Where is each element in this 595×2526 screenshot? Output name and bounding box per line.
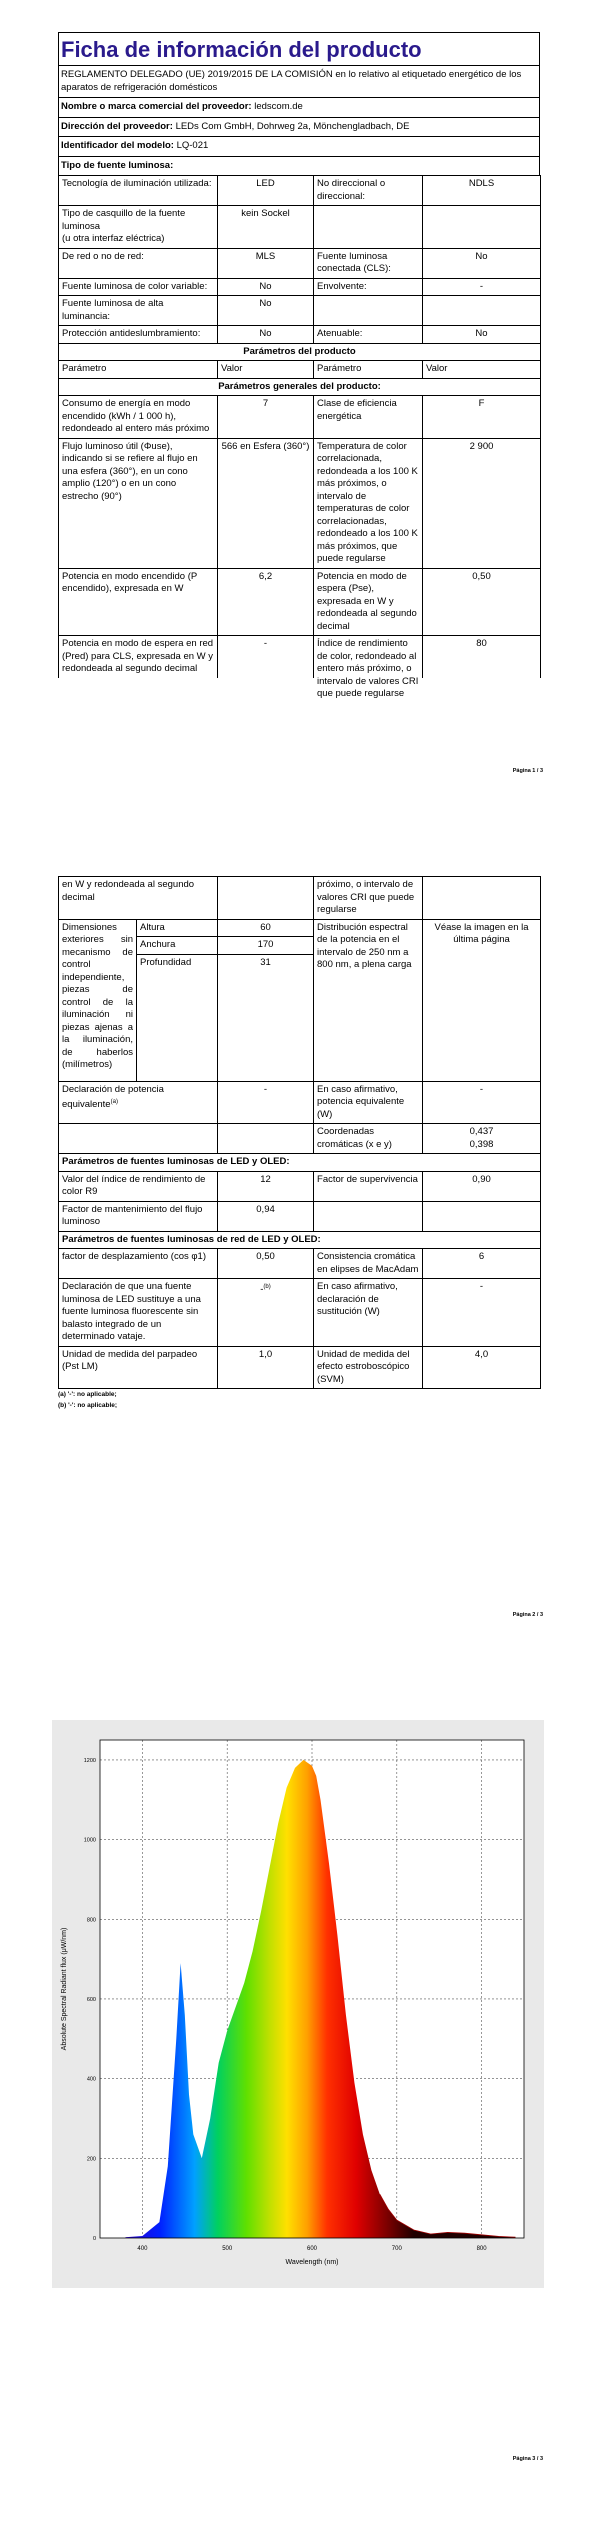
- regulation-text: REGLAMENTO DELEGADO (UE) 2019/2015 DE LA COMISIÓN en lo relativo al etiquetado energético de los aparatos de refrigeración domésticos: [58, 65, 540, 97]
- param-label: Atenuable:: [314, 326, 423, 344]
- param-label: en W y redondeada al segundo decimal: [59, 877, 218, 920]
- table-row: [59, 396, 541, 439]
- x-axis-label: Wavelength (nm): [285, 2259, 339, 2266]
- x-tick-label: 400: [137, 2246, 148, 2252]
- param-label: En caso afirmativo, potencia equivalente (W): [314, 1081, 423, 1124]
- table-row: [59, 248, 541, 278]
- param-value: 0,437 0,398: [423, 1124, 541, 1154]
- param-label: Valor del índice de rendimiento de color R9: [59, 1171, 218, 1201]
- param-value: No: [423, 326, 541, 344]
- x-tick-label: 700: [391, 2246, 402, 2252]
- param-label: Unidad de medida del efecto estroboscópico (SVM): [314, 1346, 423, 1389]
- param-value: [218, 877, 314, 920]
- footnote: (b) '-': no aplicable;: [58, 1402, 118, 1409]
- param-value: LED: [218, 176, 314, 206]
- table-row: [59, 568, 541, 636]
- param-label: [314, 206, 423, 249]
- param-value: 4,0: [423, 1346, 541, 1389]
- table-row: [59, 877, 541, 920]
- y-tick-label: 400: [86, 2076, 96, 2083]
- x-tick-label: 800: [476, 2246, 487, 2252]
- param-label: Potencia en modo de espera en red (Pred) para CLS, expresada en W y redondeada al segundo decimal: [59, 636, 218, 679]
- param-value: 6: [423, 1249, 541, 1279]
- param-label: factor de desplazamiento (cos φ1): [59, 1249, 218, 1279]
- param-value: -: [423, 1081, 541, 1124]
- empty-cell: [218, 1124, 314, 1154]
- param-value: [423, 296, 541, 326]
- param-label: Potencia en modo encendido (P encendido), expresada en W: [59, 568, 218, 636]
- y-tick-label: 1200: [83, 1757, 96, 1764]
- param-value: No: [218, 278, 314, 296]
- param-value: 6,2: [218, 568, 314, 636]
- param-value: No: [218, 326, 314, 344]
- table-row: [59, 1249, 541, 1279]
- param-label: Índice de rendimiento de color, redondeado al entero más próximo, o intervalo de valores CRI que puede regularse: [314, 636, 423, 679]
- table-row: [59, 1171, 541, 1201]
- section-header: [59, 343, 541, 361]
- model-id-row: [58, 136, 540, 156]
- table-row: [59, 1081, 541, 1124]
- param-value: 80: [423, 636, 541, 679]
- table-row: [59, 326, 541, 344]
- source-type-table: [58, 175, 541, 699]
- param-value: -$^{(b)}$: [218, 1279, 314, 1347]
- y-tick-label: 1000: [83, 1837, 96, 1844]
- param-value: 12: [218, 1171, 314, 1201]
- param-label: Fuente luminosa conectada (CLS):: [314, 248, 423, 278]
- supplier-address-value: LEDs Com GmbH, Dohrweg 2a, Mönchengladbach, DE: [175, 120, 410, 132]
- param-label: Factor de mantenimiento del flujo luminoso: [59, 1201, 218, 1231]
- supplier-address-label: Dirección del proveedor:: [61, 120, 173, 132]
- param-label: Protección antideslumbramiento:: [59, 326, 218, 344]
- y-tick-label: 600: [86, 1996, 96, 2003]
- dim-value: 60: [218, 919, 314, 937]
- empty-cell: [314, 1201, 423, 1231]
- param-value: kein Sockel: [218, 206, 314, 249]
- param-value: -: [218, 1081, 314, 1124]
- param-value: 0,94: [218, 1201, 314, 1231]
- param-label: Temperatura de color correlacionada, redondeada a los 100 K más próximos, o intervalo de temperaturas de color correlacionadas, redondeado a los 100 K más próximos, que puede regularse: [314, 438, 423, 568]
- table-row: [59, 1346, 541, 1389]
- empty-cell: [59, 1124, 218, 1154]
- param-label: próximo, o intervalo de valores CRI que puede regularse: [314, 877, 423, 920]
- param-value: NDLS: [423, 176, 541, 206]
- param-value: 7: [218, 396, 314, 439]
- param-value: 0,50: [423, 568, 541, 636]
- param-label: Unidad de medida del parpadeo (Pst LM): [59, 1346, 218, 1389]
- column-headers: [59, 361, 541, 379]
- param-label: Clase de eficiencia energética: [314, 396, 423, 439]
- section-header: [59, 378, 541, 396]
- source-type-label: Tipo de fuente luminosa:: [58, 156, 540, 176]
- ledoled-header: Parámetros de fuentes luminosas de LED y OLED:: [59, 1154, 541, 1172]
- param-value: -: [218, 636, 314, 679]
- params-table-cont: [58, 876, 541, 1389]
- y-tick-label: 0: [92, 2236, 96, 2242]
- empty-cell: [423, 1201, 541, 1231]
- param-label: De red o no de red:: [59, 248, 218, 278]
- param-value: [423, 206, 541, 249]
- param-label: En caso afirmativo, declaración de sustitución (W): [314, 1279, 423, 1347]
- param-label: Fuente luminosa de color variable:: [59, 278, 218, 296]
- table-row: [59, 278, 541, 296]
- param-value: No: [423, 248, 541, 278]
- table-row: [59, 206, 541, 249]
- page-1: [58, 32, 540, 699]
- spectrum-svg: [52, 1720, 544, 2288]
- param-label: Envolvente:: [314, 278, 423, 296]
- param-label: Factor de supervivencia: [314, 1171, 423, 1201]
- param-value: Véase la imagen en la última página: [423, 919, 541, 1081]
- param-label: Consumo de energía en modo encendido (kWh / 1 000 h), redondeado al entero más próximo: [59, 396, 218, 439]
- page-2: [58, 876, 540, 1411]
- dim-label: Altura: [137, 919, 218, 937]
- param-label: Dimensiones exteriores sin mecanismo de control independiente, piezas de control de la iluminación ni piezas ajenas a la iluminación, de haberlos (milímetros): [59, 919, 137, 1081]
- table-row: [59, 438, 541, 568]
- table-row: [59, 1124, 541, 1154]
- table-row: [59, 296, 541, 326]
- col-header-value2: Valor: [423, 361, 541, 379]
- param-value: -: [423, 278, 541, 296]
- param-label: Flujo luminoso útil (Φuse), indicando si se refiere al flujo en una esfera (360°), en un cono amplio (120°) o en un cono estrecho (90°): [59, 438, 218, 568]
- table-row: [59, 176, 541, 206]
- col-header-param: Parámetro: [59, 361, 218, 379]
- model-id-value: LQ-021: [176, 140, 209, 151]
- supplier-name-row: [58, 97, 540, 117]
- section-header: [59, 1154, 541, 1172]
- param-label: Coordenadas cromáticas (x e y): [314, 1124, 423, 1154]
- param-value: [423, 877, 541, 920]
- param-label: Tecnología de iluminación utilizada:: [59, 176, 218, 206]
- param-label: Declaración de que una fuente luminosa de LED sustituye a una fuente luminosa fluorescente sin balasto integrado de un determinado vataje.: [59, 1279, 218, 1347]
- table-row: [59, 1201, 541, 1231]
- table-row: [59, 919, 541, 937]
- param-label: Distribución espectral de la potencia en el intervalo de 250 nm a 800 nm, a plena carga: [314, 919, 423, 1081]
- supplier-name-label: Nombre o marca comercial del proveedor:: [61, 101, 252, 112]
- section-header: [59, 1231, 541, 1249]
- page-number: Página 1 / 3: [512, 768, 543, 774]
- param-value: -: [423, 1279, 541, 1347]
- param-label: [314, 296, 423, 326]
- general-header: Parámetros generales del producto:: [59, 378, 541, 396]
- page-number: Página 3 / 3: [512, 2456, 543, 2462]
- param-value: No: [218, 296, 314, 326]
- page-title: Ficha de información del producto: [58, 32, 540, 65]
- y-tick-label: 200: [86, 2156, 96, 2163]
- dim-label: Profundidad: [137, 954, 218, 1081]
- param-label: No direccional o direccional:: [314, 176, 423, 206]
- param-label: Fuente luminosa de alta luminancia:: [59, 296, 218, 326]
- params-header: Parámetros del producto: [59, 343, 541, 361]
- param-value: 1,0: [218, 1346, 314, 1389]
- x-tick-label: 600: [306, 2246, 318, 2252]
- model-id-label: Identificador del modelo:: [61, 140, 174, 151]
- param-value: F: [423, 396, 541, 439]
- param-label: Consistencia cromática en elipses de MacAdam: [314, 1249, 423, 1279]
- param-value: 0,50: [218, 1249, 314, 1279]
- param-label: Tipo de casquillo de la fuente luminosa (u otra interfaz eléctrica): [59, 206, 218, 249]
- spectrum-chart: [52, 1720, 544, 2288]
- y-axis-label: Absolute Spectral Radiant flux (μW/nm): [61, 1927, 68, 2051]
- dim-label: Anchura: [137, 937, 218, 955]
- footnote: (a) '-': no aplicable;: [58, 1391, 117, 1398]
- param-value: 566 en Esfera (360°): [218, 438, 314, 568]
- param-label: Potencia en modo de espera (Pse), expresada en W y redondeada al segundo decimal: [314, 568, 423, 636]
- table-row: [59, 1279, 541, 1347]
- param-value: MLS: [218, 248, 314, 278]
- dim-value: 31: [218, 954, 314, 1081]
- supplier-address-row: [58, 117, 540, 137]
- col-header-param2: Parámetro: [314, 361, 423, 379]
- page-number: Página 2 / 3: [512, 1612, 543, 1618]
- param-value: 2 900: [423, 438, 541, 568]
- x-tick-label: 500: [222, 2246, 233, 2252]
- table-row: [59, 636, 541, 679]
- param-label: Declaración de potencia equivalente$^{(a)}$: [59, 1081, 218, 1124]
- red-header: Parámetros de fuentes luminosas de red de LED y OLED:: [59, 1231, 541, 1249]
- y-tick-label: 800: [86, 1917, 96, 1924]
- dim-value: 170: [218, 937, 314, 955]
- supplier-name-value: ledscom.de: [254, 101, 303, 112]
- col-header-value: Valor: [218, 361, 314, 379]
- param-value: 0,90: [423, 1171, 541, 1201]
